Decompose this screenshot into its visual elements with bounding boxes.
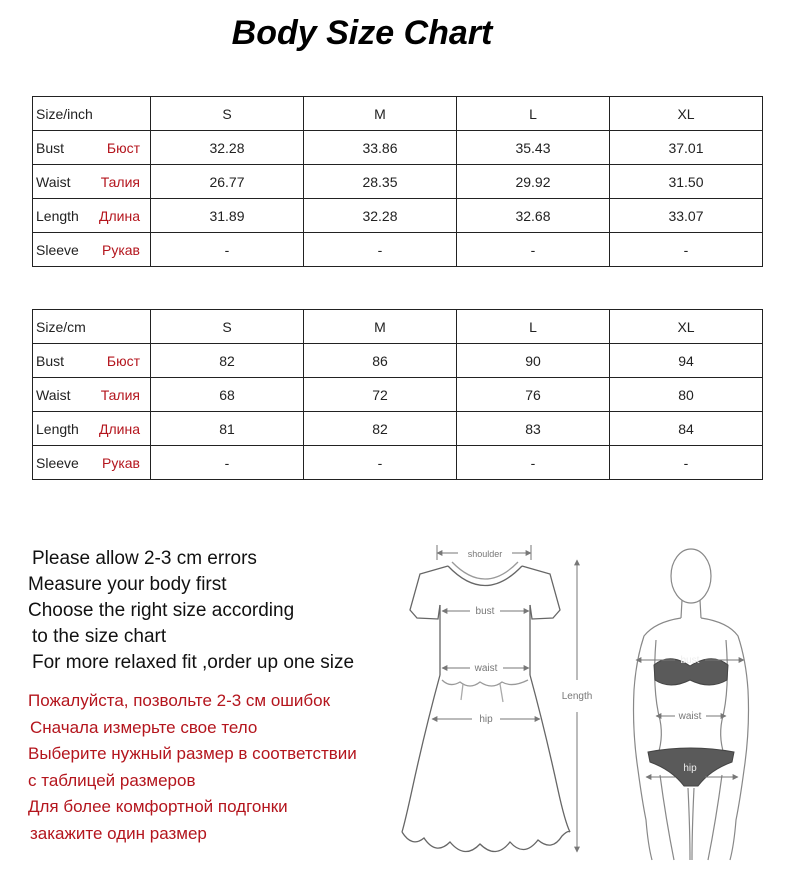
note-line: Choose the right size according <box>28 600 295 621</box>
table-header-cell: M <box>304 97 457 131</box>
note-line: с таблицей размеров <box>28 770 196 790</box>
table-cell: - <box>610 446 763 480</box>
table-cell: 80 <box>610 378 763 412</box>
table-cell: - <box>151 233 304 267</box>
body-waist-label: waist <box>678 711 702 722</box>
table-header-cell: L <box>457 310 610 344</box>
table-header-cell: XL <box>610 310 763 344</box>
table-cell: 81 <box>151 412 304 446</box>
length-label: Length <box>561 691 593 702</box>
table-cell: 26.77 <box>151 165 304 199</box>
note-line: закажите один размер <box>30 823 207 843</box>
waist-label: waist <box>474 663 498 674</box>
table-cell: 33.07 <box>610 199 763 233</box>
table-header-cell: S <box>151 97 304 131</box>
table-cell: - <box>610 233 763 267</box>
body-hip-label: hip <box>683 763 697 774</box>
table-cell: 29.92 <box>457 165 610 199</box>
table-header-cell: XL <box>610 97 763 131</box>
table-header-cell: Size/cm <box>33 310 151 344</box>
table-cell: 83 <box>457 412 610 446</box>
table-cell: 94 <box>610 344 763 378</box>
table-cell: 31.50 <box>610 165 763 199</box>
table-cell: - <box>457 233 610 267</box>
table-cell: 86 <box>304 344 457 378</box>
body-diagram <box>634 549 749 860</box>
note-line: Для более комфортной подгонки <box>28 797 288 816</box>
note-line: Пожалуйста, позвольте 2-3 см ошибок <box>28 691 331 710</box>
table-cell: 33.86 <box>304 131 457 165</box>
row-label: Bust Бюст <box>33 344 151 378</box>
row-label: Sleeve Рукав <box>33 233 151 267</box>
table-header-cell: M <box>304 310 457 344</box>
table-cell: 31.89 <box>151 199 304 233</box>
hip-label: hip <box>479 714 493 725</box>
table-cell: - <box>457 446 610 480</box>
table-cell: 84 <box>610 412 763 446</box>
table-cell: 82 <box>151 344 304 378</box>
table-cell: - <box>304 233 457 267</box>
table-cell: - <box>151 446 304 480</box>
row-label: Length Длина <box>33 412 151 446</box>
table-cell: 82 <box>304 412 457 446</box>
table-header-cell: L <box>457 97 610 131</box>
row-label: Length Длина <box>33 199 151 233</box>
page-title: Body Size Chart <box>231 14 493 52</box>
table-header-cell: S <box>151 310 304 344</box>
shoulder-label: shoulder <box>467 549 503 559</box>
row-label: Sleeve Рукав <box>33 446 151 480</box>
body-bust-label: bust <box>680 655 700 666</box>
table-cell: 76 <box>457 378 610 412</box>
table-cell: - <box>304 446 457 480</box>
table-cell: 90 <box>457 344 610 378</box>
table-cell: 68 <box>151 378 304 412</box>
table-cell: 32.28 <box>304 199 457 233</box>
note-line: For more relaxed fit ,order up one size <box>32 652 355 673</box>
table-header-cell: Size/inch <box>33 97 151 131</box>
table-cell: 32.68 <box>457 199 610 233</box>
note-line: Сначала измерьте свое тело <box>30 717 258 737</box>
note-line: Measure your body first <box>28 574 227 595</box>
note-line: Выберите нужный размер в соответствии <box>28 744 357 763</box>
table-cell: 28.35 <box>304 165 457 199</box>
table-cell: 32.28 <box>151 131 304 165</box>
table-cell: 35.43 <box>457 131 610 165</box>
note-line: to the size chart <box>32 626 167 647</box>
row-label: Waist Талия <box>33 378 151 412</box>
table-cell: 72 <box>304 378 457 412</box>
note-line: Please allow 2-3 cm errors <box>32 548 257 569</box>
bust-label: bust <box>475 606 495 617</box>
table-cell: 37.01 <box>610 131 763 165</box>
row-label: Waist Талия <box>33 165 151 199</box>
row-label: Bust Бюст <box>33 131 151 165</box>
